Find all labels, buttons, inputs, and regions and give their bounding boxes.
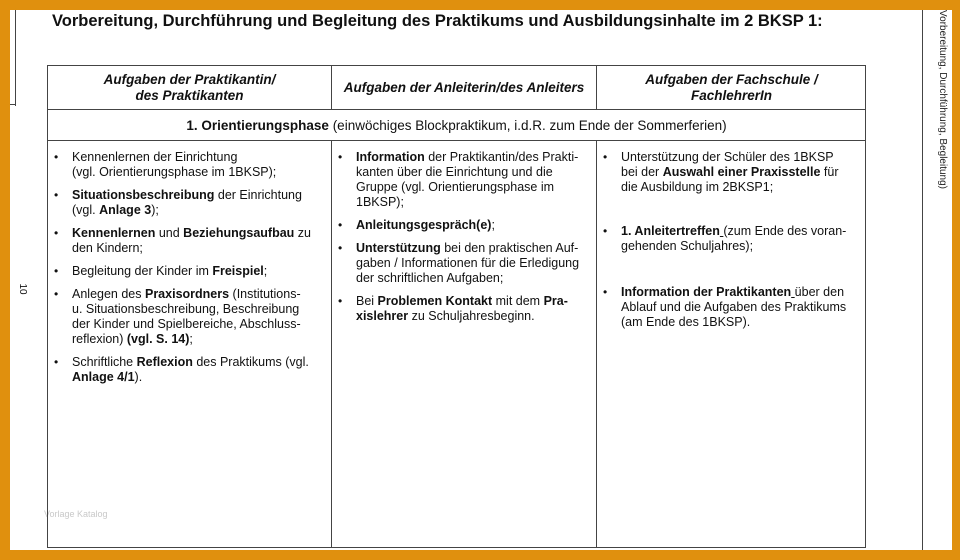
phase-row — [48, 110, 865, 140]
column-header-praktikant-line2: des Praktikanten — [135, 87, 244, 103]
page-title: Vorbereitung, Durchführung und Begleitung des Praktikums und Ausbildungsinhalte im 2 BKSP 1: — [52, 12, 823, 30]
list-item: • Information der Praktikanten über den Ablauf und die Aufgaben des Praktikums (am Ende des 1BKSP). — [597, 285, 865, 330]
list-item: • Information der Praktikantin/des Prakti- kanten über die Einrichtung und die Gruppe (vgl. Orientierungsphase im 1BKSP); — [332, 150, 594, 210]
left-margin-tick — [10, 104, 16, 105]
column-header-anleiter — [332, 66, 596, 109]
list-item: • Situationsbeschreibung der Einrichtung (vgl. Anlage 3); — [48, 188, 327, 218]
page-number: 10 — [17, 283, 28, 295]
list-item: • Unterstützung der Schüler des 1BKSP bei der Auswahl einer Praxisstelle für die Ausbildung im 2BKSP1; — [597, 150, 865, 195]
column-header-praktikant — [48, 66, 331, 109]
column-header-anleiter-text: Aufgaben der Anleiterin/des Anleiters — [343, 79, 585, 95]
tasks-table — [47, 65, 866, 548]
anleiter-tasks — [332, 150, 594, 332]
list-item: • Kennenlernen und Beziehungsaufbau zu den Kindern; — [48, 226, 327, 256]
list-item: • Schriftliche Reflexion des Praktikums (vgl. Anlage 4/1). — [48, 355, 327, 385]
list-item: • Kennenlernen der Einrichtung (vgl. Orientierungsphase im 1BKSP); — [48, 150, 327, 180]
running-side-label: Vorbereitung, Durchführung, Begleitung) — [937, 10, 948, 190]
left-margin-rule — [15, 10, 16, 106]
list-item: • Anleitungsgespräch(e); — [332, 218, 594, 233]
praktikant-tasks — [48, 150, 327, 393]
list-item: • 1. Anleitertreffen (zum Ende des voran- gehenden Schuljahres); — [597, 224, 865, 254]
list-item: • Begleitung der Kinder im Freispiel; — [48, 264, 327, 279]
watermark: Vorlage Katalog — [44, 509, 108, 519]
document-page — [10, 10, 952, 550]
phase-title: 1. Orientierungsphase — [186, 117, 329, 133]
list-item: • Anlegen des Praxisordners (Institutions- u. Situationsbeschreibung, Beschreibung der Kinder und Spielbereiche, Abschluss- reflexion) (vgl. S. 14); — [48, 287, 327, 347]
list-item: • Bei Problemen Kontakt mit dem Pra- xislehrer zu Schuljahresbeginn. — [332, 294, 594, 324]
column-header-fachschule — [597, 66, 866, 109]
phase-bottom-rule — [48, 140, 865, 141]
right-margin-rule — [922, 10, 923, 550]
column-header-praktikant-line1: Aufgaben der Praktikantin/ — [103, 71, 276, 87]
column-header-fachschule-line1: Aufgaben der Fachschule / — [645, 71, 818, 87]
phase-description: (einwöchiges Blockpraktikum, i.d.R. zum Ende der Sommerferien) — [328, 117, 727, 133]
column-header-fachschule-line2: FachlehrerIn — [690, 87, 772, 103]
list-item: • Unterstützung bei den praktischen Auf- gaben / Informationen für die Erledigung der schriftlichen Aufgaben; — [332, 241, 594, 286]
fachschule-tasks — [597, 150, 865, 338]
